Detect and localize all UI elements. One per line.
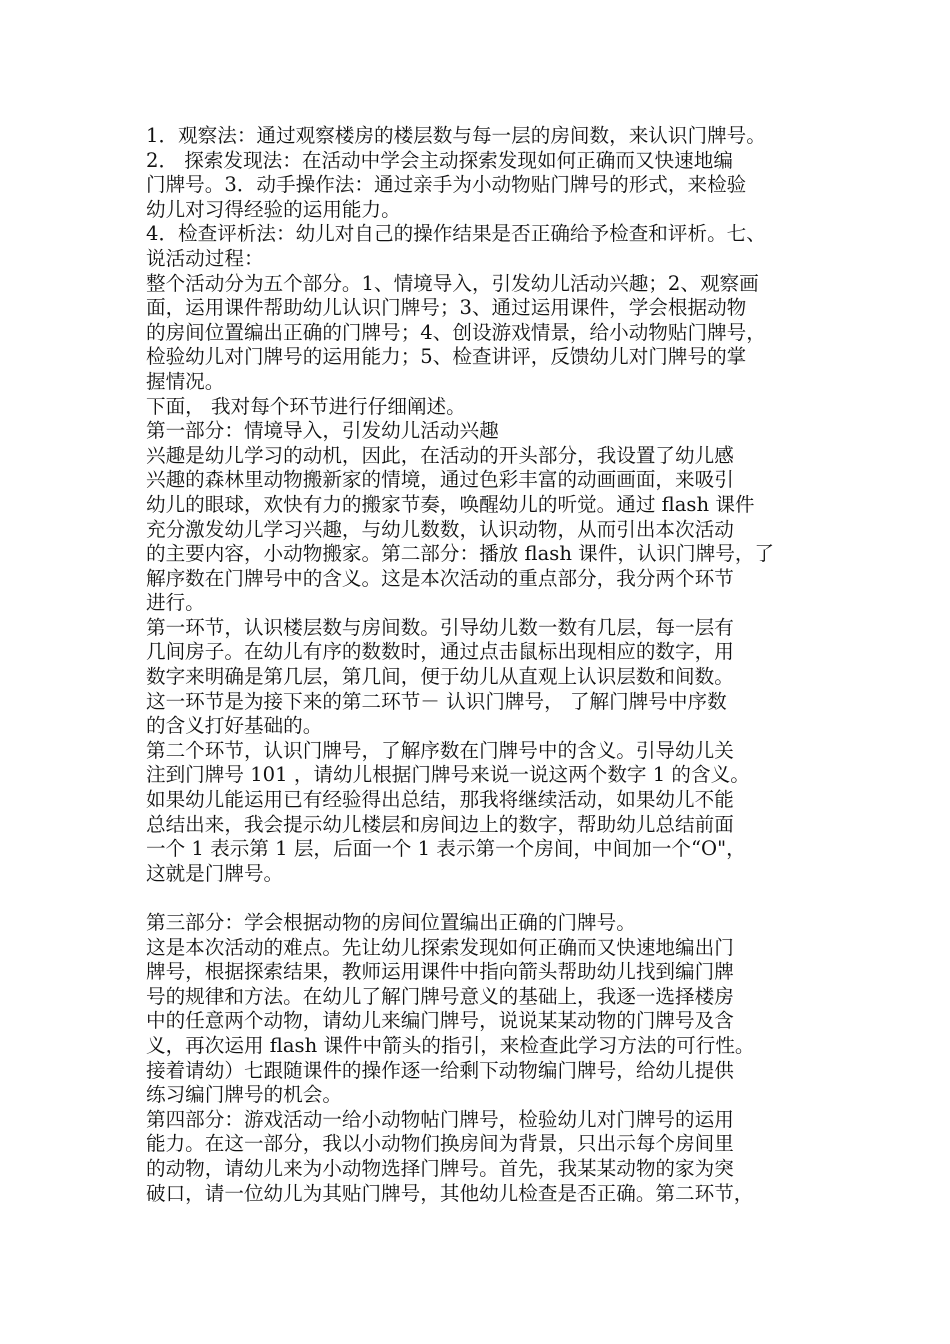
text-line: 解序数在门牌号中的含义。这是本次活动的重点部分，我分两个环节 xyxy=(146,566,734,590)
text-line: 第一环节，认识楼层数与房间数。引导幼儿数一数有几层，每一层有 xyxy=(146,615,734,639)
text-line: 第二个环节，认识门牌号，了解序数在门牌号中的含义。引导幼儿关 xyxy=(146,738,734,762)
text-line: 说活动过程： xyxy=(146,246,264,270)
text-line: 4．检查评析法：幼儿对自己的操作结果是否正确给予检查和评析。七、 xyxy=(146,222,766,246)
text-line: 握情况。 xyxy=(146,369,225,393)
text-line: 义，再次运用 flash 课件中箭头的指引，来检查此学习方法的可行性。 xyxy=(146,1033,755,1057)
text-line: 能力。在这一部分，我以小动物们换房间为背景，只出示每个房间里 xyxy=(146,1132,734,1156)
text-line: 总结出来，我会提示幼儿楼层和房间边上的数字，帮助幼儿总结前面 xyxy=(146,812,734,836)
text-line: 下面， 我对每个环节进行仔细阐述。 xyxy=(146,394,466,418)
text-line: 号的规律和方法。在幼儿了解门牌号意义的基础上，我逐一选择楼房 xyxy=(146,984,734,1008)
text-line: 面，运用课件帮助幼儿认识门牌号；3、通过运用课件，学会根据动物 xyxy=(146,296,747,320)
text-line: 这就是门牌号。 xyxy=(146,861,284,885)
text-line: 充分激发幼儿学习兴趣，与幼儿数数，认识动物，从而引出本次活动 xyxy=(146,517,734,541)
text-line: 如果幼儿能运用已有经验得出总结，那我将继续活动，如果幼儿不能 xyxy=(146,788,734,812)
text-line: 检验幼儿对门牌号的运用能力；5、检查讲评，反馈幼儿对门牌号的掌 xyxy=(146,345,747,369)
text-line: 一个 1 表示第 1 层，后面一个 1 表示第一个房间，中间加一个“O"， xyxy=(146,837,746,861)
text-line: 2． 探索发现法：在活动中学会主动探索发现如何正确而又快速地编 xyxy=(146,148,733,172)
text-line: 兴趣是幼儿学习的动机，因此，在活动的开头部分，我设置了幼儿感 xyxy=(146,443,734,467)
text-line: 这一环节是为接下来的第二环节－ 认识门牌号， 了解门牌号中序数 xyxy=(146,689,727,713)
text-line: 接着请幼）七跟随课件的操作逐一给剩下动物编门牌号，给幼儿提供 xyxy=(146,1058,734,1082)
text-line: 整个活动分为五个部分。1、情境导入，引发幼儿活动兴趣；2、观察画 xyxy=(146,271,759,295)
text-line: 的动物，请幼儿来为小动物选择门牌号。首先，我某某动物的家为突 xyxy=(146,1156,734,1180)
text-line: 数字来明确是第几层，第几间，便于幼儿从直观上认识层数和间数。 xyxy=(146,665,734,689)
section-heading: 第三部分：学会根据动物的房间位置编出正确的门牌号。 xyxy=(146,911,636,934)
document-body xyxy=(146,124,814,1206)
text-line: 第四部分：游戏活动一给小动物帖门牌号，检验幼儿对门牌号的运用 xyxy=(146,1107,734,1131)
text-line: 破口，请一位幼儿为其贴门牌号，其他幼儿检查是否正确。第二环节， xyxy=(146,1181,754,1205)
text-line: 的房间位置编出正确的门牌号；4、创设游戏情景，给小动物贴门牌号， xyxy=(146,320,766,344)
text-line: 的主要内容，小动物搬家。第二部分：播放 flash 课件，认识门牌号，了 xyxy=(146,542,775,566)
text-line: 练习编门牌号的机会。 xyxy=(146,1083,342,1107)
text-line: 牌号，根据探索结果，教师运用课件中指向箭头帮助幼儿找到编门牌 xyxy=(146,960,734,984)
blank-line xyxy=(146,886,814,911)
text-line: 幼儿对习得经验的运用能力。 xyxy=(146,197,401,221)
text-line: 的含义打好基础的。 xyxy=(146,714,323,738)
text-line: 1．观察法：通过观察楼房的楼层数与每一层的房间数，来认识门牌号。 xyxy=(146,124,766,147)
text-line: 幼儿的眼球，欢快有力的搬家节奏，唤醒幼儿的听觉。通过 flash 课件 xyxy=(146,492,755,516)
text-line: 中的任意两个动物，请幼儿来编门牌号，说说某某动物的门牌号及含 xyxy=(146,1009,734,1033)
text-line: 注到门牌号 101 ，请幼儿根据门牌号来说一说这两个数字 1 的含义。 xyxy=(146,763,750,787)
text-line: 进行。 xyxy=(146,591,205,615)
text-line: 这是本次活动的难点。先让幼儿探索发现如何正确而又快速地编出门 xyxy=(146,935,734,959)
text-line: 门牌号。3．动手操作法：通过亲手为小动物贴门牌号的形式，来检验 xyxy=(146,173,747,197)
text-line: 几间房子。在幼儿有序的数数时，通过点击鼠标出现相应的数字，用 xyxy=(146,640,734,664)
section-heading: 第一部分：情境导入，引发幼儿活动兴趣 xyxy=(146,419,499,443)
text-line: 兴趣的森林里动物搬新家的情境，通过色彩丰富的动画画面，来吸引 xyxy=(146,468,734,492)
